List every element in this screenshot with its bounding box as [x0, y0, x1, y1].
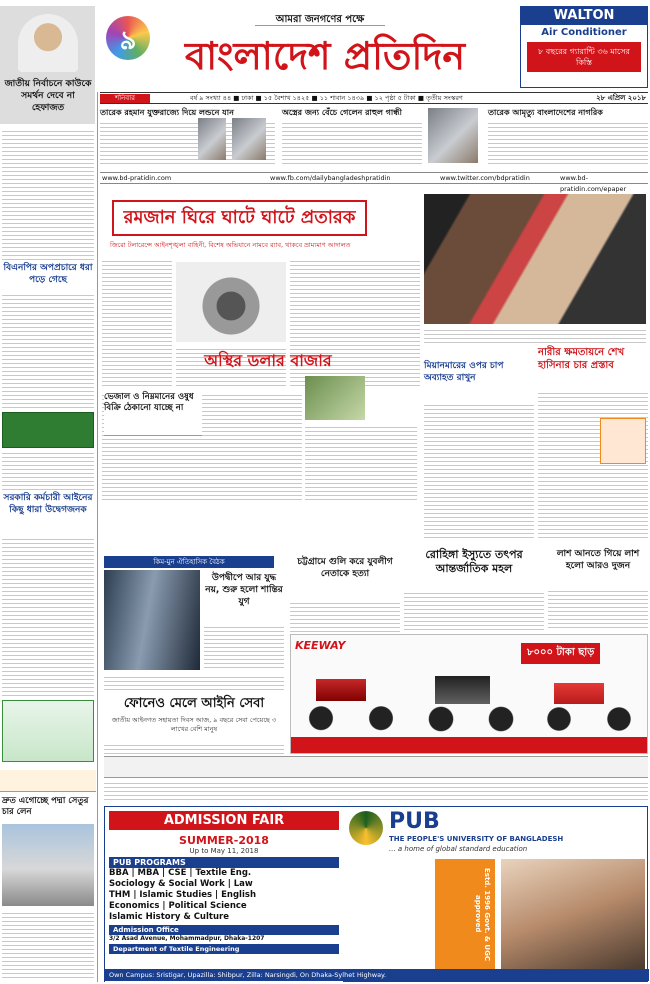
left-divider: [97, 92, 98, 982]
pub-name: PUB: [389, 809, 440, 834]
keeway-ad[interactable]: [290, 634, 648, 754]
logo-number: ৯: [119, 26, 137, 56]
left-text-4: [2, 536, 94, 696]
pub-motto: ... a home of global standard education: [389, 845, 528, 853]
main-subhead: জিরো টলারেন্সে আইনশৃঙ্খলা বাহিনী, বিশেষ অভিযানে নামবে র‍্যাব, থাকবে ভ্রাম্যমাণ আদালত: [110, 241, 351, 249]
rohingya-text: [404, 590, 544, 630]
admission-season: SUMMER-2018: [179, 834, 269, 847]
top-story-2-title: অস্ত্রের জন্য বেঁচে গেলেন রাহুল গান্ধী: [282, 108, 402, 117]
left-text-3: [2, 450, 94, 490]
walton-product: Air Conditioner: [541, 27, 627, 38]
myanmar-headline[interactable]: মিয়ানমারের ওপর চাপ অব্যাহত রাখুন: [424, 361, 504, 383]
left-ad-amana[interactable]: [2, 412, 94, 448]
korea-label: কিম-মুন ঐতিহাসিক বৈঠক: [104, 556, 274, 568]
pub-logo-icon: [349, 811, 383, 845]
medicine-headline[interactable]: ভেজাল ও নিম্নমানের ওষুধ বিক্রি ঠেকানো যাচ্ছে না: [104, 392, 202, 436]
top-story-1-title: তারেক রহমান যুক্তরাজ্যে দিয়ে লন্ডনে যান: [100, 108, 234, 117]
textile-dept: Department of Textile Engineering: [109, 944, 339, 954]
admission-left: [105, 807, 343, 983]
korea-text: [204, 624, 284, 670]
top-story-photo-1: [198, 118, 226, 160]
rahul-photo: [428, 108, 478, 163]
program-2: THM | Islamic Studies | English: [109, 890, 256, 900]
top-story-3-title: তারেক আমৃত্যু বাংলাদেশের নাগরিক: [488, 108, 603, 117]
pub-fullname: THE PEOPLE'S UNIVERSITY OF BANGLADESH: [389, 835, 564, 843]
admission-address: 3/2 Asad Avenue, Mohammadpur, Dhaka-1207: [109, 935, 265, 942]
classifieds: [104, 756, 648, 778]
korea-headline[interactable]: উপদ্বীপে আর যুদ্ধ নয়, শুরু হলো শান্তির যুগ: [205, 573, 283, 607]
dollar-text-2: [305, 424, 417, 502]
dollar-photo: [305, 376, 365, 420]
left-ad-standard[interactable]: [2, 700, 94, 762]
admission-title: ADMISSION FAIR: [109, 811, 339, 830]
dateline: [100, 92, 648, 104]
main-illustration: [176, 262, 286, 342]
bike-2: [421, 663, 521, 733]
walton-offer: ৮ বছরের গ্যারান্টি ৩৬ মাসের কিস্তি: [527, 42, 641, 72]
dateline-day: শনিবার: [100, 94, 150, 103]
left-story2-headline[interactable]: বিএনপির অপপ্রচারে ধরা পড়ে গেছে: [3, 263, 93, 285]
program-1: Sociology & Social Work | Law: [109, 879, 253, 889]
padma-label: [0, 770, 96, 792]
pm-photo-caption: [424, 327, 646, 343]
left-story3-headline[interactable]: সরকারি কর্মচারী আইনের কিছু ধারা উদ্বেগজনক: [3, 493, 93, 515]
main-text-1: [102, 258, 172, 388]
dollar-headline[interactable]: অস্থির ডলার বাজার: [204, 351, 332, 370]
bike-1: [301, 667, 401, 731]
admission-office: Admission Office: [109, 925, 339, 935]
korea-photo: [104, 570, 200, 670]
portrait: [18, 14, 78, 72]
walton-ad[interactable]: [520, 6, 648, 88]
tagline: আমরা জনগণের পক্ষে: [255, 12, 385, 26]
main-headline-banner[interactable]: [112, 200, 367, 236]
dateline-date: ২৮ এপ্রিল ২০১৮: [596, 94, 646, 102]
epaper-link[interactable]: www.bd-pratidin.com/epaper: [560, 174, 627, 193]
programs-title: PUB PROGRAMS: [109, 857, 339, 868]
admission-until: Up to May 11, 2018: [189, 847, 259, 855]
nari-text: [538, 390, 648, 538]
bike-3: [539, 671, 639, 731]
program-0: BBA | MBA | CSE | Textile Eng.: [109, 868, 252, 878]
students-photo: [501, 859, 645, 969]
rohingya-headline[interactable]: রোহিঙ্গা ইস্যুতে তৎপর আন্তর্জাতিক মহল: [425, 548, 523, 575]
lash-headline[interactable]: লাশ আনতে গিয়ে লাশ হলো আরও দুজন: [556, 549, 640, 571]
nari-headline[interactable]: নারীর ক্ষমতায়নে শেখ হাসিনার চার প্রস্তাব: [538, 347, 625, 371]
hefazat-photo: [0, 6, 95, 124]
top-story-photo-2: [232, 118, 266, 160]
top-story-3[interactable]: [488, 108, 648, 168]
own-campus: Own Campus: Sristigar, Upazilla: Shibpur, Zilla: Narsingdi, On Dhaka-Sylhet Highway.: [105, 969, 649, 981]
padma-headline[interactable]: দ্রুত এগোচ্ছে পদ্মা সেতুর চার লেন: [2, 796, 89, 817]
keeway-brand: KEEWAY: [295, 639, 346, 652]
left-text-1: [2, 128, 94, 260]
left-text-2: [2, 292, 94, 410]
newspaper-title[interactable]: বাংলাদেশ প্রতিদিন: [184, 34, 466, 78]
keeway-offer: ৮০০০ টাকা ছাড়: [521, 643, 600, 664]
link-bar: [100, 172, 648, 193]
program-3: Economics | Political Science: [109, 901, 247, 911]
anniversary-logo: [102, 12, 154, 70]
korea-caption: [104, 674, 284, 690]
program-4: Islamic History & Culture: [109, 912, 229, 922]
chattogram-headline[interactable]: চট্টগ্রামে গুলি করে যুবলীগ নেতাকে হত্যা: [297, 557, 393, 579]
lash-text: [548, 588, 648, 630]
padma-photo: [2, 824, 94, 906]
dateline-info: বর্ষ ৯ সংখ্যা ৪৪ ■ ঢাকা ■ ১৫ বৈশাখ ১৪২৫ ■ ১১ শাবান ১৪৩৯ ■ ১২ পৃষ্ঠা ৫ টাকা ■ তৃতীয় সংস্করণ: [190, 94, 463, 102]
phone-subhead: জাতীয় আইনগত সহায়তা দিবস আজ, ৯ বছরে সেবা পেয়েছে ৩ লাখের বেশি মানুষ: [111, 716, 277, 733]
facebook-link[interactable]: www.fb.com/dailybangladeshpratidin: [270, 174, 391, 182]
padma-text: [2, 910, 94, 980]
website-link[interactable]: www.bd-pratidin.com: [102, 174, 172, 182]
admission-ad[interactable]: [104, 806, 648, 982]
pm-award-photo: [424, 194, 646, 324]
bottom-text: [104, 780, 648, 802]
left-story1-headline[interactable]: জাতীয় নির্বাচনে কাউকে সমর্থন দেবে না হেফাজত: [4, 79, 92, 113]
pub-estd: Estd. 1996 Govt. & UGC approved: [435, 859, 495, 969]
twitter-link[interactable]: www.twitter.com/bdpratidin: [440, 174, 530, 182]
myanmar-text: [424, 402, 534, 538]
walton-brand: WALTON: [521, 7, 647, 25]
nari-inset: [600, 418, 646, 464]
phone-headline[interactable]: ফোনেও মেলে আইনি সেবা: [123, 696, 265, 711]
main-headline: রমজান ঘিরে ঘাটে ঘাটে প্রতারক: [123, 207, 356, 228]
